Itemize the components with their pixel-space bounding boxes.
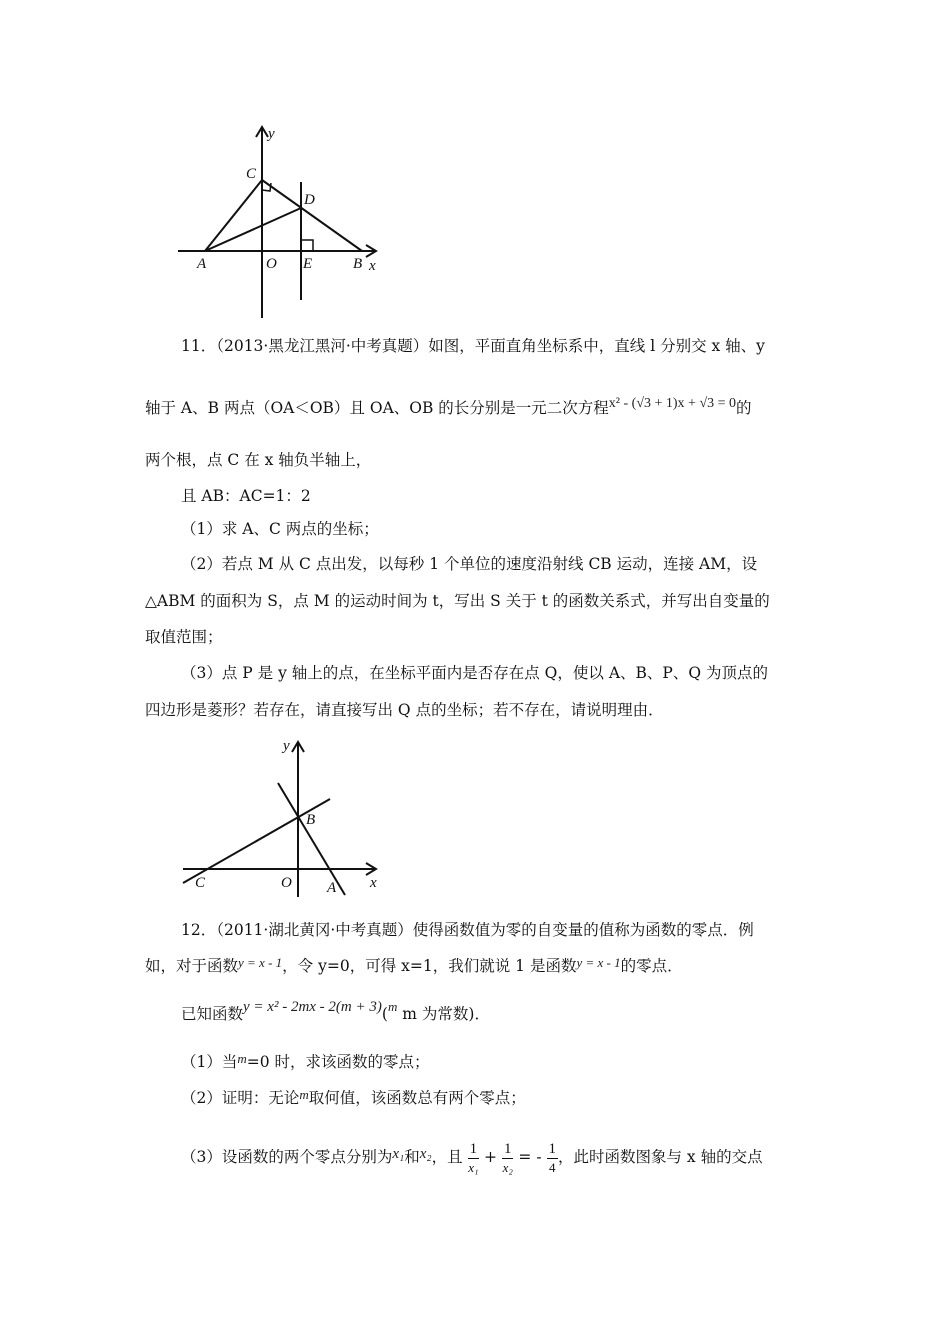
label-b: B	[353, 256, 363, 272]
segment-ac	[205, 180, 262, 251]
p12-line2-b: ，令 y=0，可得 x=1，我们就说 1 是函数	[282, 957, 577, 975]
label-c: C	[195, 875, 206, 891]
p11-q1: （1）求 A、C 两点的坐标；	[181, 520, 379, 538]
p11-line2-pre: 轴于 A、B 两点（OA＜OB）且 OA、OB 的长分别是一元二次方程	[145, 399, 609, 417]
p12-q3-a: （3）设函数的两个零点分别为	[181, 1148, 393, 1166]
figure-2	[175, 735, 390, 900]
p12-q3-b: ，且	[431, 1148, 463, 1166]
figure-1	[170, 120, 390, 325]
p12-x1: x₁	[392, 1146, 405, 1162]
p12-line3-a: 已知函数	[181, 1005, 244, 1023]
label-y: y	[268, 126, 275, 142]
p12-line2	[145, 955, 683, 978]
label-y: y	[283, 738, 290, 754]
p12-line2-a: 如，对于函数	[145, 957, 239, 975]
figure-2-diagram	[175, 735, 390, 900]
label-o: O	[281, 875, 292, 891]
p12-func2: y = x - 1	[576, 955, 621, 970]
p12-q2-b: 取何值，该函数总有两个零点；	[308, 1089, 526, 1107]
segment-ad	[205, 208, 301, 251]
p12-func1: y = x - 1	[238, 955, 283, 970]
label-c: C	[246, 166, 257, 182]
label-a: A	[197, 256, 207, 272]
p11-q2a: （2）若点 M 从 C 点出发，以每秒 1 个单位的速度沿射线 CB 运动，连接 AM，设	[181, 555, 758, 573]
label-x: x	[370, 875, 377, 891]
p12-line3-b: (	[381, 1005, 388, 1023]
p11-q3b: 四边形是菱形？若存在，请直接写出 Q 点的坐标；若不存在，请说明理由．	[145, 701, 664, 719]
p12-x2: x₂	[419, 1146, 432, 1162]
p11-q3a: （3）点 P 是 y 轴上的点，在坐标平面内是否存在点 Q，使以 A、B、P、Q 为顶点的	[181, 664, 768, 682]
p12-q3	[181, 1140, 763, 1176]
p11-q2c: 取值范围；	[145, 628, 223, 646]
p11-line2	[145, 397, 752, 421]
label-o: O	[266, 256, 277, 272]
p12-q2	[181, 1087, 526, 1110]
plus-sign: +	[484, 1148, 498, 1166]
fraction-1-over-x2: $\frac{1}{\text{x₂}}$	[502, 1140, 513, 1175]
figure-1-diagram	[170, 120, 390, 325]
p12-q3-c: ，此时函数图象与 x 轴的交点	[558, 1148, 763, 1166]
p12-func3: y = x² - 2mx - 2(m + 3)	[243, 999, 382, 1015]
p11-equation: x² - (√3 + 1)x + √3 = 0	[608, 396, 737, 411]
p11-line3: 两个根，点 C 在 x 轴负半轴上，	[145, 451, 372, 469]
p11-q2b: △ABM 的面积为 S，点 M 的运动时间为 t，写出 S 关于 t 的函数关系式，并写出自变量的	[145, 592, 770, 610]
label-e: E	[303, 256, 313, 272]
label-b: B	[306, 812, 316, 828]
p12-line3-c: m 为常数)．	[397, 1005, 490, 1023]
fraction-1-over-x1: $\frac{1}{\text{x₁}}$	[468, 1140, 479, 1175]
p12-q1-b: =0 时，求该函数的零点；	[246, 1053, 430, 1071]
equals-minus: = -	[518, 1148, 542, 1166]
p12-line1: 12．（2011·湖北黄冈·中考真题）使得函数值为零的自变量的值称为函数的零点．例	[181, 921, 754, 939]
p12-q3-and: 和	[404, 1148, 420, 1166]
p12-line3	[181, 999, 490, 1026]
p11-line1: 11．（2013·黑龙江黑河·中考真题）如图，平面直角坐标系中，直线 l 分别交 x 轴、y	[181, 337, 765, 355]
p11-line4: 且 AB：AC=1：2	[181, 487, 311, 505]
p12-m1: m	[387, 999, 398, 1014]
fraction-1-over-4: $\frac{1}{4}$	[548, 1140, 556, 1175]
p12-m2: m	[237, 1051, 247, 1066]
label-d: D	[304, 192, 315, 208]
p11-line2-post: 的	[736, 399, 752, 417]
label-a: A	[327, 880, 337, 896]
p12-line2-c: 的零点．	[620, 957, 683, 975]
p12-q2-a: （2）证明：无论	[181, 1089, 300, 1107]
p12-q1	[181, 1051, 430, 1074]
label-x: x	[369, 258, 376, 274]
p12-q1-a: （1）当	[181, 1053, 238, 1071]
right-angle-e	[301, 240, 313, 251]
p12-m3: m	[299, 1087, 309, 1102]
